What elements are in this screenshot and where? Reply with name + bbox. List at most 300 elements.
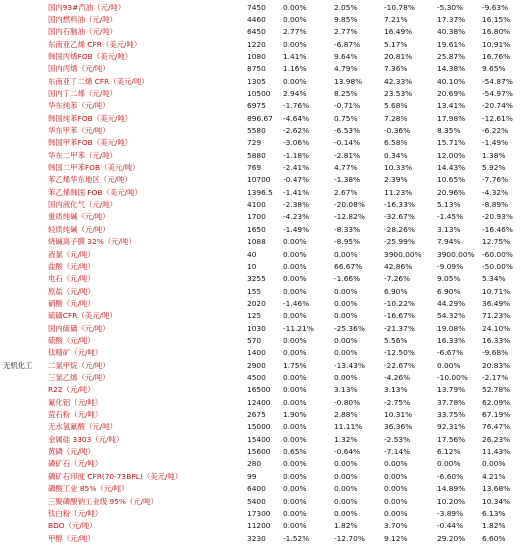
change-yoy-cell: 11.43% <box>482 447 511 457</box>
change-ytd-cell: -6.60% <box>437 471 464 481</box>
change-yoy-cell: 6.60% <box>482 533 506 543</box>
table-row <box>0 322 520 335</box>
change-ytd-cell: 40.38% <box>437 27 466 37</box>
change-yoy-cell: 16.15% <box>482 14 511 24</box>
change-ytd-cell: 20.96% <box>437 187 466 197</box>
price-cell: 896.67 <box>247 113 273 123</box>
change-week-cell: 4.77% <box>334 163 358 173</box>
change-month-cell: 10.33% <box>384 163 413 173</box>
price-cell: 4100 <box>247 200 266 210</box>
product-name-cell: 国内液化气（元/吨） <box>48 200 118 210</box>
price-cell: 99 <box>247 471 257 481</box>
table-row <box>0 420 520 433</box>
change-ytd-cell: 10.20% <box>437 496 466 506</box>
price-cell: 1220 <box>247 39 266 49</box>
change-day-cell: 0.00% <box>283 496 307 506</box>
product-name-cell: 韩国二甲苯FOB（美元/吨） <box>48 163 140 173</box>
change-day-cell: 2.94% <box>283 88 307 98</box>
change-day-cell: -2.62% <box>283 126 310 135</box>
change-ytd-cell: 54.32% <box>437 311 466 321</box>
change-ytd-cell: 13.41% <box>437 101 466 111</box>
table-row <box>0 173 520 186</box>
change-day-cell: -4.23% <box>283 212 310 222</box>
change-day-cell: -1.46% <box>283 298 310 308</box>
price-cell: 155 <box>247 286 262 296</box>
price-cell: 15600 <box>247 447 271 457</box>
product-name-cell: 硫磺CFR（美元/吨） <box>48 311 117 321</box>
change-yoy-cell: 67.19% <box>482 410 511 420</box>
change-yoy-cell: 6.13% <box>482 508 506 518</box>
change-yoy-cell: 12.75% <box>482 237 511 247</box>
product-name-cell: 硫酸（元/吨） <box>48 335 95 345</box>
change-month-cell: 3900.00% <box>384 249 422 259</box>
table-row <box>0 433 520 446</box>
change-month-cell: -4.26% <box>384 373 411 382</box>
change-yoy-cell: -20.93% <box>482 212 513 222</box>
change-ytd-cell: 17.56% <box>437 434 466 444</box>
product-name-cell: 钛精矿（元/吨） <box>48 348 103 358</box>
price-cell: 1030 <box>247 323 266 333</box>
change-month-cell: -16.33% <box>384 200 415 210</box>
change-week-cell: -6.53% <box>334 126 361 135</box>
change-week-cell: -0.14% <box>334 138 361 148</box>
product-name-cell: BDO（元/吨） <box>48 521 97 531</box>
table-row <box>0 260 520 273</box>
change-yoy-cell: -4.32% <box>482 187 509 197</box>
change-week-cell: 0.00% <box>334 508 358 518</box>
product-name-cell: 东南亚乙烯 CFR（美元/吨） <box>48 39 142 49</box>
change-yoy-cell: -12.61% <box>482 113 513 123</box>
change-ytd-cell: 37.78% <box>437 397 466 407</box>
change-yoy-cell: -1.49% <box>482 138 509 148</box>
table-row <box>0 149 520 162</box>
change-yoy-cell: -20.74% <box>482 101 513 111</box>
change-month-cell: -25.99% <box>384 237 415 247</box>
table-row <box>0 186 520 199</box>
price-cell: 5580 <box>247 126 266 135</box>
table-row <box>0 248 520 261</box>
table-row <box>0 124 520 137</box>
change-week-cell: 1.32% <box>334 434 358 444</box>
change-month-cell: 5.17% <box>384 39 408 49</box>
change-ytd-cell: 44.29% <box>437 298 466 308</box>
change-yoy-cell: 4.21% <box>482 471 506 481</box>
price-cell: 10500 <box>247 88 271 98</box>
product-name-cell: 苯乙烯华东地区（元/吨） <box>48 175 132 185</box>
product-name-cell: 韩国丙烯FOB（美元/吨） <box>48 51 133 61</box>
product-name-cell: 国内丙烯（元/吨） <box>48 64 110 74</box>
table-row <box>0 25 520 38</box>
change-month-cell: 2.39% <box>384 175 408 185</box>
change-week-cell: 2.77% <box>334 27 358 37</box>
change-yoy-cell: 24.10% <box>482 323 511 333</box>
change-day-cell: 0.00% <box>283 286 307 296</box>
table-row <box>0 346 520 359</box>
change-week-cell: 0.75% <box>334 113 358 123</box>
change-week-cell: 3.13% <box>334 385 358 395</box>
change-month-cell: 42.86% <box>384 261 413 271</box>
change-month-cell: 20.81% <box>384 51 413 61</box>
change-yoy-cell: 5.92% <box>482 163 506 173</box>
change-ytd-cell: 25.87% <box>437 51 466 61</box>
table-row <box>0 445 520 458</box>
change-month-cell: -10.78% <box>384 2 415 12</box>
change-week-cell: 0.00% <box>334 335 358 345</box>
product-name-cell: 国内丁二烯（元/吨） <box>48 88 118 98</box>
change-ytd-cell: 14.43% <box>437 163 466 173</box>
change-month-cell: 23.53% <box>384 88 413 98</box>
change-ytd-cell: 20.69% <box>437 88 466 98</box>
price-cell: 1700 <box>247 212 266 222</box>
change-month-cell: 16.49% <box>384 27 413 37</box>
change-week-cell: -1.66% <box>334 274 361 284</box>
table-row <box>0 334 520 347</box>
change-ytd-cell: 13.79% <box>437 385 466 395</box>
change-day-cell: -2.38% <box>283 200 310 210</box>
price-cell: 729 <box>247 138 262 148</box>
change-ytd-cell: 17.37% <box>437 14 466 24</box>
change-ytd-cell: 5.13% <box>437 200 461 210</box>
product-name-cell: 钛白粉（元/吨） <box>48 508 103 518</box>
change-yoy-cell: 16.33% <box>482 335 511 345</box>
change-month-cell: 7.28% <box>384 113 408 123</box>
change-yoy-cell: -60.00% <box>482 249 513 259</box>
price-cell: 10700 <box>247 175 271 185</box>
change-month-cell: -2.53% <box>384 434 411 444</box>
price-cell: 4460 <box>247 14 266 24</box>
price-cell: 1305 <box>247 76 266 86</box>
change-day-cell: -1.41% <box>283 187 310 197</box>
change-day-cell: -4.64% <box>283 113 310 123</box>
change-ytd-cell: -1.45% <box>437 212 464 222</box>
table-row <box>0 482 520 495</box>
table-row <box>0 507 520 520</box>
change-day-cell: 0.00% <box>283 249 307 259</box>
change-yoy-cell: 1.82% <box>482 521 506 531</box>
change-month-cell: 10.31% <box>384 410 413 420</box>
change-day-cell: 0.00% <box>283 76 307 86</box>
product-name-cell: 液氯（元/吨） <box>48 249 95 259</box>
change-week-cell: -25.36% <box>334 323 365 333</box>
change-day-cell: 0.00% <box>283 237 307 247</box>
price-cell: 17300 <box>247 508 271 518</box>
change-week-cell: -8.95% <box>334 237 361 247</box>
change-yoy-cell: 10.91% <box>482 39 511 49</box>
table-row <box>0 396 520 409</box>
change-yoy-cell: 16.76% <box>482 51 511 61</box>
table-row <box>0 495 520 508</box>
change-ytd-cell: 3.13% <box>437 224 461 234</box>
price-cell: 4500 <box>247 373 266 382</box>
change-ytd-cell: 17.98% <box>437 113 466 123</box>
change-week-cell: 0.00% <box>334 348 358 358</box>
change-ytd-cell: 0.00% <box>437 360 461 370</box>
change-ytd-cell: -6.67% <box>437 348 464 358</box>
price-cell: 280 <box>247 459 262 469</box>
change-month-cell: 6.90% <box>384 286 408 296</box>
change-day-cell: 0.00% <box>283 471 307 481</box>
change-yoy-cell: 10.34% <box>482 496 511 506</box>
product-name-cell: 磷矿石（元/吨） <box>48 459 103 469</box>
change-day-cell: 0.00% <box>283 14 307 24</box>
change-ytd-cell: -10.00% <box>437 373 468 382</box>
change-yoy-cell: 36.49% <box>482 298 511 308</box>
change-week-cell: 9.85% <box>334 14 358 24</box>
price-cell: 1650 <box>247 224 266 234</box>
table-row <box>0 210 520 223</box>
change-week-cell: 2.88% <box>334 410 358 420</box>
change-week-cell: 9.64% <box>334 51 358 61</box>
table-row <box>0 99 520 112</box>
change-yoy-cell: -8.89% <box>482 200 509 210</box>
change-month-cell: -2.75% <box>384 397 411 407</box>
table-row <box>0 457 520 470</box>
change-week-cell: 0.00% <box>334 459 358 469</box>
change-yoy-cell: -16.46% <box>482 224 513 234</box>
table-row <box>0 371 520 384</box>
change-week-cell: -12.82% <box>334 212 365 222</box>
change-ytd-cell: 14.89% <box>437 484 466 494</box>
change-week-cell: -8.33% <box>334 224 361 234</box>
change-month-cell: -21.37% <box>384 323 415 333</box>
change-month-cell: 5.68% <box>384 101 408 111</box>
change-yoy-cell: 26.23% <box>482 434 511 444</box>
change-week-cell: 66.67% <box>334 261 363 271</box>
price-cell: 7450 <box>247 2 266 12</box>
change-day-cell: -1.49% <box>283 224 310 234</box>
change-yoy-cell: 10.71% <box>482 286 511 296</box>
change-week-cell: -20.08% <box>334 200 365 210</box>
change-week-cell: 1.82% <box>334 521 358 531</box>
change-ytd-cell: 10.65% <box>437 175 466 185</box>
table-row <box>0 87 520 100</box>
change-yoy-cell: -6.22% <box>482 126 509 135</box>
product-name-cell: 东南亚丁二烯 CFR（美元/吨） <box>48 76 149 86</box>
change-day-cell: -0.47% <box>283 175 310 185</box>
change-day-cell: 1.75% <box>283 360 307 370</box>
change-month-cell: 3.70% <box>384 521 408 531</box>
change-yoy-cell: 1.38% <box>482 150 506 160</box>
change-ytd-cell: 15.71% <box>437 138 466 148</box>
change-month-cell: 3.13% <box>384 385 408 395</box>
change-ytd-cell: 92.31% <box>437 422 466 432</box>
product-name-cell: 氟化铝（元/吨） <box>48 397 103 407</box>
change-day-cell: 1.16% <box>283 64 307 74</box>
price-cell: 125 <box>247 311 262 321</box>
change-month-cell: -28.26% <box>384 224 415 234</box>
change-week-cell: -0.64% <box>334 447 361 457</box>
price-cell: 570 <box>247 335 262 345</box>
product-name-cell: 国内燃料油（元/吨） <box>48 14 118 24</box>
table-row <box>0 75 520 88</box>
product-name-cell: 黄磷（元/吨） <box>48 447 95 457</box>
change-week-cell: -0.71% <box>334 101 361 111</box>
price-cell: 2020 <box>247 298 266 308</box>
category-label: 无机化工 <box>3 360 33 370</box>
price-cell: 12400 <box>247 397 271 407</box>
change-ytd-cell: 3900.00% <box>437 249 475 259</box>
price-cell: 6975 <box>247 101 266 111</box>
product-name-cell: 硝酸（元/吨） <box>48 298 95 308</box>
change-month-cell: 11.23% <box>384 187 413 197</box>
product-name-cell: 无水氢氟酸（元/吨） <box>48 422 118 432</box>
change-yoy-cell: -2.17% <box>482 373 509 382</box>
change-month-cell: -7.14% <box>384 447 411 457</box>
change-day-cell: 1.41% <box>283 51 307 61</box>
table-row <box>0 297 520 310</box>
change-yoy-cell: 5.34% <box>482 274 506 284</box>
product-name-cell: 甲醇（元/吨） <box>48 533 95 543</box>
table-row <box>0 359 520 372</box>
change-ytd-cell: 16.33% <box>437 335 466 345</box>
change-day-cell: 0.00% <box>283 373 307 382</box>
change-day-cell: 0.00% <box>283 348 307 358</box>
change-ytd-cell: 6.12% <box>437 447 461 457</box>
table-row <box>0 13 520 26</box>
change-week-cell: -1.38% <box>334 175 361 185</box>
change-ytd-cell: 6.90% <box>437 286 461 296</box>
product-name-cell: 烧碱离子膜 32%（元/吨） <box>48 237 136 247</box>
change-day-cell: 0.00% <box>283 434 307 444</box>
product-name-cell: 三氯乙烯（元/吨） <box>48 373 110 382</box>
change-yoy-cell: 13.68% <box>482 484 511 494</box>
change-yoy-cell: 20.83% <box>482 360 511 370</box>
product-name-cell: 国内93#汽油（元/吨） <box>48 2 126 12</box>
change-week-cell: 0.00% <box>334 373 358 382</box>
change-day-cell: 0.00% <box>283 335 307 345</box>
change-day-cell: 0.00% <box>283 397 307 407</box>
change-ytd-cell: 29.20% <box>437 533 466 543</box>
product-name-cell: 华东二甲苯（元/吨） <box>48 150 118 160</box>
change-ytd-cell: -5.30% <box>437 2 464 12</box>
change-week-cell: 0.00% <box>334 311 358 321</box>
table-row <box>0 309 520 322</box>
product-name-cell: 华东纯苯（元/吨） <box>48 101 110 111</box>
change-week-cell: 11.11% <box>334 422 363 432</box>
price-cell: 1080 <box>247 51 266 61</box>
product-name-cell: 轻质纯碱（元/吨） <box>48 224 110 234</box>
change-month-cell: 0.00% <box>384 496 408 506</box>
price-cell: 40 <box>247 249 257 259</box>
price-cell: 8750 <box>247 64 266 74</box>
change-ytd-cell: 19.08% <box>437 323 466 333</box>
price-cell: 11200 <box>247 521 271 531</box>
change-ytd-cell: -0.44% <box>437 521 464 531</box>
change-yoy-cell: 0.00% <box>482 459 506 469</box>
change-week-cell: 0.00% <box>334 286 358 296</box>
change-ytd-cell: -9.09% <box>437 261 464 271</box>
change-ytd-cell: -3.89% <box>437 508 464 518</box>
product-name-cell: 华东甲苯（元/吨） <box>48 126 110 135</box>
change-yoy-cell: 76.47% <box>482 422 511 432</box>
change-week-cell: -6.87% <box>334 39 361 49</box>
price-cell: 3255 <box>247 274 266 284</box>
change-day-cell: 0.65% <box>283 447 307 457</box>
product-name-cell: 金属硅 3303（元/吨） <box>48 434 124 444</box>
change-week-cell: 0.00% <box>334 484 358 494</box>
price-cell: 1088 <box>247 237 266 247</box>
change-month-cell: -0.36% <box>384 126 411 135</box>
table-row <box>0 38 520 51</box>
price-cell: 769 <box>247 163 262 173</box>
change-week-cell: 4.79% <box>334 64 358 74</box>
change-day-cell: 0.00% <box>283 2 307 12</box>
price-cell: 16500 <box>247 385 271 395</box>
change-yoy-cell: 62.09% <box>482 397 511 407</box>
change-month-cell: -22.67% <box>384 360 415 370</box>
change-day-cell: 0.00% <box>283 261 307 271</box>
change-month-cell: -12.50% <box>384 348 415 358</box>
change-month-cell: 6.58% <box>384 138 408 148</box>
change-month-cell: 7.36% <box>384 64 408 74</box>
table-row <box>0 383 520 396</box>
change-week-cell: 2.67% <box>334 187 358 197</box>
price-cell: 1396.5 <box>247 187 273 197</box>
product-name-cell: 苯乙烯韩国 FOB（美元/吨） <box>48 187 142 197</box>
change-month-cell: 7.21% <box>384 14 408 24</box>
change-month-cell: 9.12% <box>384 533 408 543</box>
change-ytd-cell: 33.75% <box>437 410 466 420</box>
change-month-cell: -16.67% <box>384 311 415 321</box>
change-day-cell: -1.18% <box>283 150 310 160</box>
change-day-cell: -11.21% <box>283 323 314 333</box>
product-name-cell: R22（元/吨） <box>48 385 95 395</box>
product-name-cell: 二氯甲烷（元/吨） <box>48 360 110 370</box>
change-week-cell: 0.00% <box>334 471 358 481</box>
change-ytd-cell: 7.94% <box>437 237 461 247</box>
price-cell: 2900 <box>247 360 266 370</box>
table-row <box>0 50 520 63</box>
change-month-cell: 42.33% <box>384 76 413 86</box>
table-row <box>0 161 520 174</box>
price-cell: 5880 <box>247 150 266 160</box>
change-month-cell: 5.56% <box>384 335 408 345</box>
product-name-cell: 韩国纯苯FOB（美元/吨） <box>48 113 133 123</box>
change-week-cell: 0.00% <box>334 249 358 259</box>
change-day-cell: 0.00% <box>283 385 307 395</box>
change-day-cell: -1.52% <box>283 533 310 543</box>
product-name-cell: 电石（元/吨） <box>48 274 95 284</box>
change-ytd-cell: 12.00% <box>437 150 466 160</box>
table-row <box>0 285 520 298</box>
table-row <box>0 532 520 545</box>
change-week-cell: -0.80% <box>334 397 361 407</box>
change-week-cell: 0.00% <box>334 298 358 308</box>
price-cell: 5400 <box>247 496 266 506</box>
product-name-cell: 盐酸（元/吨） <box>48 261 95 271</box>
change-month-cell: 0.00% <box>384 471 408 481</box>
product-name-cell: 原盐（元/吨） <box>48 286 95 296</box>
table-row <box>0 136 520 149</box>
change-day-cell: -2.41% <box>283 163 310 173</box>
table-row <box>0 272 520 285</box>
table-row <box>0 408 520 421</box>
change-week-cell: -2.81% <box>334 150 361 160</box>
table-row <box>0 62 520 75</box>
change-month-cell: 36.36% <box>384 422 413 432</box>
price-cell: 10 <box>247 261 257 271</box>
change-ytd-cell: 0.00% <box>437 459 461 469</box>
table-row <box>0 470 520 483</box>
change-month-cell: -32.67% <box>384 212 415 222</box>
change-yoy-cell: -54.87% <box>482 76 513 86</box>
change-week-cell: 0.00% <box>334 496 358 506</box>
change-yoy-cell: 52.78% <box>482 385 511 395</box>
change-month-cell: 0.00% <box>384 508 408 518</box>
price-cell: 6450 <box>247 27 266 37</box>
price-cell: 6400 <box>247 484 266 494</box>
change-day-cell: 2.77% <box>283 27 307 37</box>
